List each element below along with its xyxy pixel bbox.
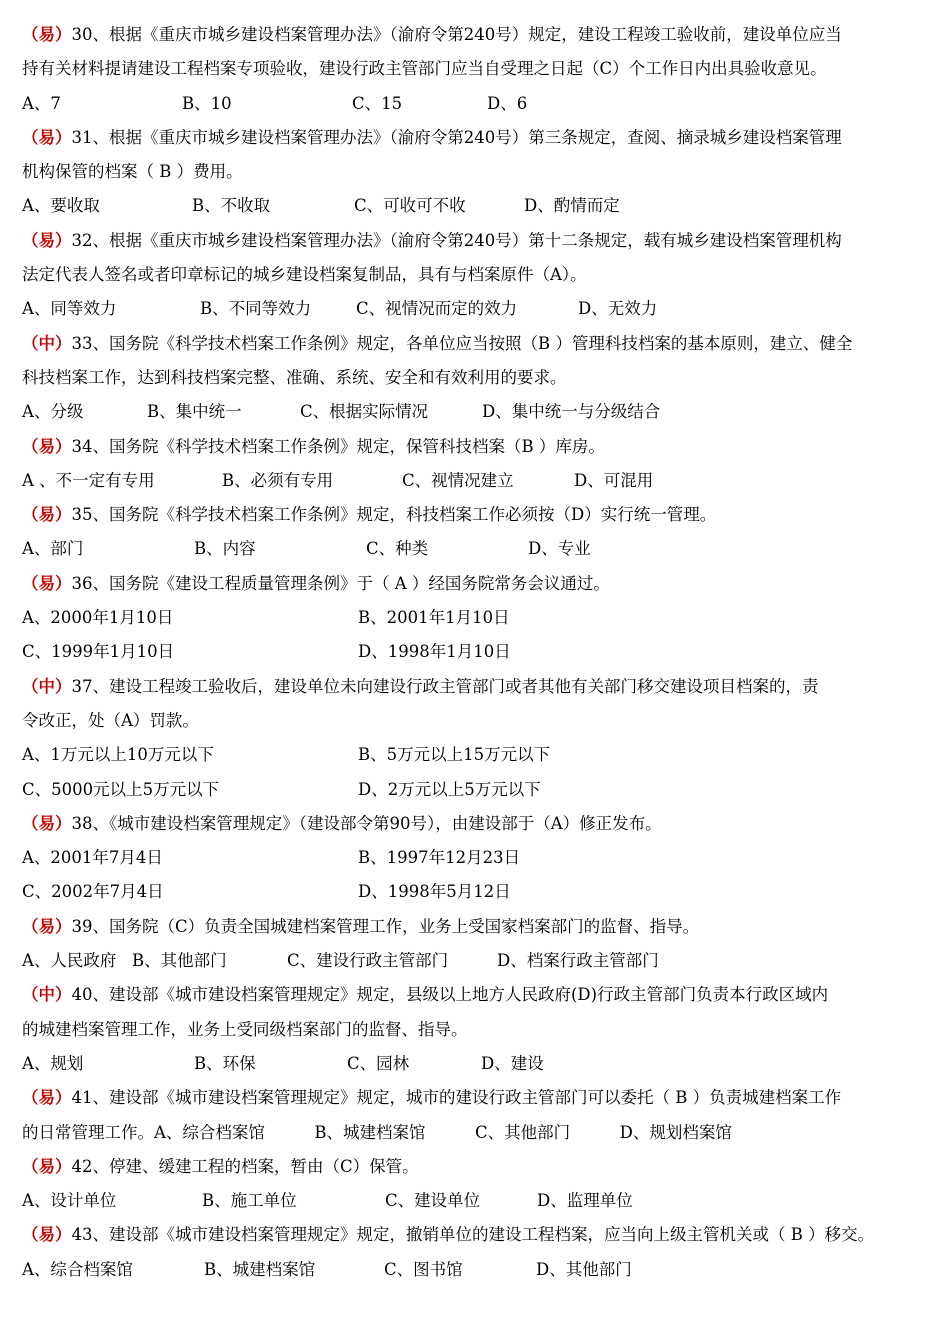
answer-option: B、10 xyxy=(182,93,232,113)
option-row xyxy=(22,1184,938,1218)
question-stem xyxy=(22,807,938,841)
question-text: 35、国务院《科学技术档案工作条例》规定，科技档案工作必须按（D）实行统一管理。 xyxy=(71,505,717,525)
option-row xyxy=(22,944,938,978)
difficulty-tag: （易） xyxy=(22,230,72,250)
question-stem xyxy=(22,1150,938,1184)
option-row xyxy=(22,841,938,875)
answer-option: D、2万元以上5万元以下 xyxy=(358,779,541,799)
answer-option: C、建设单位 xyxy=(385,1191,481,1211)
answer-option: C、图书馆 xyxy=(384,1259,463,1279)
question-stem xyxy=(22,567,938,601)
question-text: 38、《城市建设档案管理规定》（建设部令第90号），由建设部于（A）修正发布。 xyxy=(71,813,662,833)
option-row xyxy=(22,773,938,807)
answer-option: B、5万元以上15万元以下 xyxy=(358,745,551,765)
option-row xyxy=(22,875,938,909)
difficulty-tag: （中） xyxy=(22,676,72,696)
difficulty-tag: （易） xyxy=(22,916,72,936)
answer-option: C、1999年1月10日 xyxy=(22,642,175,662)
answer-option: A、2001年7月4日 xyxy=(22,848,163,868)
difficulty-tag: （易） xyxy=(22,1088,72,1108)
option-row xyxy=(22,601,938,635)
difficulty-tag: （易） xyxy=(22,436,72,456)
question-text: 33、国务院《科学技术档案工作条例》规定，各单位应当按照（B ）管理科技档案的基本原则，建立、健全 xyxy=(71,333,853,353)
answer-option: B、施工单位 xyxy=(202,1191,297,1211)
difficulty-tag: （易） xyxy=(22,573,72,593)
answer-option: B、2001年1月10日 xyxy=(358,608,510,628)
question-stem xyxy=(22,910,938,944)
answer-option: A、部门 xyxy=(22,539,84,559)
answer-option: D、1998年1月10日 xyxy=(358,642,511,662)
answer-option: C、2002年7月4日 xyxy=(22,882,164,902)
option-row xyxy=(22,292,938,326)
answer-option: D、专业 xyxy=(528,539,591,559)
answer-option: C、视情况建立 xyxy=(402,470,514,490)
answer-option: C、根据实际情况 xyxy=(300,402,429,422)
question-list xyxy=(22,18,938,1287)
answer-option: A、人民政府 xyxy=(22,951,117,971)
answer-option: C、园林 xyxy=(347,1053,410,1073)
option-row xyxy=(22,464,938,498)
option-row xyxy=(22,635,938,669)
answer-option: B、内容 xyxy=(194,539,256,559)
answer-option: D、无效力 xyxy=(578,299,658,319)
answer-option: B、集中统一 xyxy=(147,402,242,422)
answer-option: C、可收可不收 xyxy=(354,196,466,216)
question-text: 42、停建、缓建工程的档案，暂由（C）保管。 xyxy=(71,1156,419,1176)
question-text: 34、国务院《科学技术档案工作条例》规定，保管科技档案（B ）库房。 xyxy=(71,436,605,456)
answer-option: B、城建档案馆 xyxy=(204,1259,316,1279)
answer-option: A、综合档案馆 xyxy=(22,1259,133,1279)
question-text: 32、根据《重庆市城乡建设档案管理办法》（渝府令第240号）第十二条规定，载有城乡建设档案管理机构 xyxy=(71,230,842,250)
answer-option: A、设计单位 xyxy=(22,1191,117,1211)
answer-option: A、2000年1月10日 xyxy=(22,608,174,628)
answer-option: D、酌情而定 xyxy=(524,196,620,216)
question-text: 39、国务院（C）负责全国城建档案管理工作，业务上受国家档案部门的监督、指导。 xyxy=(71,916,700,936)
answer-option: C、15 xyxy=(352,93,403,113)
question-text: 机构保管的档案（ B ）费用。 xyxy=(22,162,243,182)
difficulty-tag: （易） xyxy=(22,1156,72,1176)
question-stem-continued xyxy=(22,258,938,292)
answer-option: A、规划 xyxy=(22,1053,84,1073)
question-text: 法定代表人签名或者印章标记的城乡建设档案复制品，具有与档案原件（A）。 xyxy=(22,265,587,285)
question-text: 科技档案工作，达到科技档案完整、准确、系统、安全和有效利用的要求。 xyxy=(22,367,567,387)
difficulty-tag: （中） xyxy=(22,985,72,1005)
option-row xyxy=(22,395,938,429)
question-stem xyxy=(22,1218,938,1252)
answer-option: C、视情况而定的效力 xyxy=(356,299,518,319)
question-text: 30、根据《重庆市城乡建设档案管理办法》（渝府令第240号）规定，建设工程竣工验收前，建设单位应当 xyxy=(71,25,842,44)
question-stem-continued xyxy=(22,1116,938,1150)
answer-option: A、同等效力 xyxy=(22,299,117,319)
answer-option: B、不同等效力 xyxy=(200,299,312,319)
question-text: 41、建设部《城市建设档案管理规定》规定，城市的建设行政主管部门可以委托（ B ）负责城建档案工作 xyxy=(71,1088,842,1108)
answer-option: A、7 xyxy=(22,93,61,113)
question-text: 36、国务院《建设工程质量管理条例》于（ A ）经国务院常务会议通过。 xyxy=(71,573,610,593)
answer-option: B、1997年12月23日 xyxy=(358,848,521,868)
question-stem xyxy=(22,121,938,155)
question-text: 持有关材料提请建设工程档案专项验收，建设行政主管部门应当自受理之日起（C）个工作日内出具验收意见。 xyxy=(22,59,827,79)
question-stem xyxy=(22,1081,938,1115)
difficulty-tag: （易） xyxy=(22,127,72,147)
question-stem xyxy=(22,430,938,464)
difficulty-tag: （中） xyxy=(22,333,72,353)
answer-option: D、其他部门 xyxy=(536,1259,632,1279)
difficulty-tag: （易） xyxy=(22,25,72,44)
question-stem xyxy=(22,18,938,52)
answer-option: A、分级 xyxy=(22,402,84,422)
question-text: 31、根据《重庆市城乡建设档案管理办法》（渝府令第240号）第三条规定，查阅、摘录城乡建设档案管理 xyxy=(71,127,842,147)
difficulty-tag: （易） xyxy=(22,505,72,525)
answer-option: B、不收取 xyxy=(192,196,271,216)
answer-option: C、5000元以上5万元以下 xyxy=(22,779,220,799)
question-stem-continued xyxy=(22,361,938,395)
option-row xyxy=(22,1047,938,1081)
answer-option: A 、不一定有专用 xyxy=(22,470,155,490)
question-stem xyxy=(22,224,938,258)
question-text: 43、建设部《城市建设档案管理规定》规定，撤销单位的建设工程档案，应当向上级主管机关或（ B ）移交。 xyxy=(71,1225,875,1245)
question-stem-continued xyxy=(22,52,938,86)
answer-option: D、1998年5月12日 xyxy=(358,882,511,902)
answer-option: C、种类 xyxy=(366,539,429,559)
question-stem-continued xyxy=(22,1013,938,1047)
question-stem xyxy=(22,498,938,532)
answer-option: D、建设 xyxy=(481,1053,544,1073)
option-row xyxy=(22,738,938,772)
answer-option: D、监理单位 xyxy=(537,1191,633,1211)
answer-option: A、1万元以上10万元以下 xyxy=(22,745,214,765)
question-text: 40、建设部《城市建设档案管理规定》规定，县级以上地方人民政府(D)行政主管部门负责本行政区域内 xyxy=(71,985,829,1005)
answer-option: D、集中统一与分级结合 xyxy=(482,402,661,422)
difficulty-tag: （易） xyxy=(22,1225,72,1245)
question-text: 37、建设工程竣工验收后，建设单位未向建设行政主管部门或者其他有关部门移交建设项目档案的，责 xyxy=(71,676,819,696)
option-row xyxy=(22,87,938,121)
option-row xyxy=(22,1253,938,1287)
answer-option: D、6 xyxy=(487,93,528,113)
question-text: 的城建档案管理工作，业务上受同级档案部门的监督、指导。 xyxy=(22,1019,468,1039)
answer-option: B、必须有专用 xyxy=(222,470,334,490)
question-stem xyxy=(22,978,938,1012)
answer-option: D、可混用 xyxy=(574,470,654,490)
option-row xyxy=(22,532,938,566)
answer-option: B、环保 xyxy=(194,1053,256,1073)
answer-option: A、要收取 xyxy=(22,196,100,216)
question-stem xyxy=(22,670,938,704)
answer-option: C、建设行政主管部门 xyxy=(287,951,449,971)
question-text: 的日常管理工作。A、综合档案馆 B、城建档案馆 C、其他部门 D、规划档案馆 xyxy=(22,1122,732,1142)
question-stem-continued xyxy=(22,155,938,189)
answer-option: B、其他部门 xyxy=(132,951,227,971)
question-stem xyxy=(22,327,938,361)
question-stem-continued xyxy=(22,704,938,738)
difficulty-tag: （易） xyxy=(22,813,72,833)
answer-option: D、档案行政主管部门 xyxy=(497,951,659,971)
option-row xyxy=(22,189,938,223)
question-text: 令改正，处（A）罚款。 xyxy=(22,710,199,730)
